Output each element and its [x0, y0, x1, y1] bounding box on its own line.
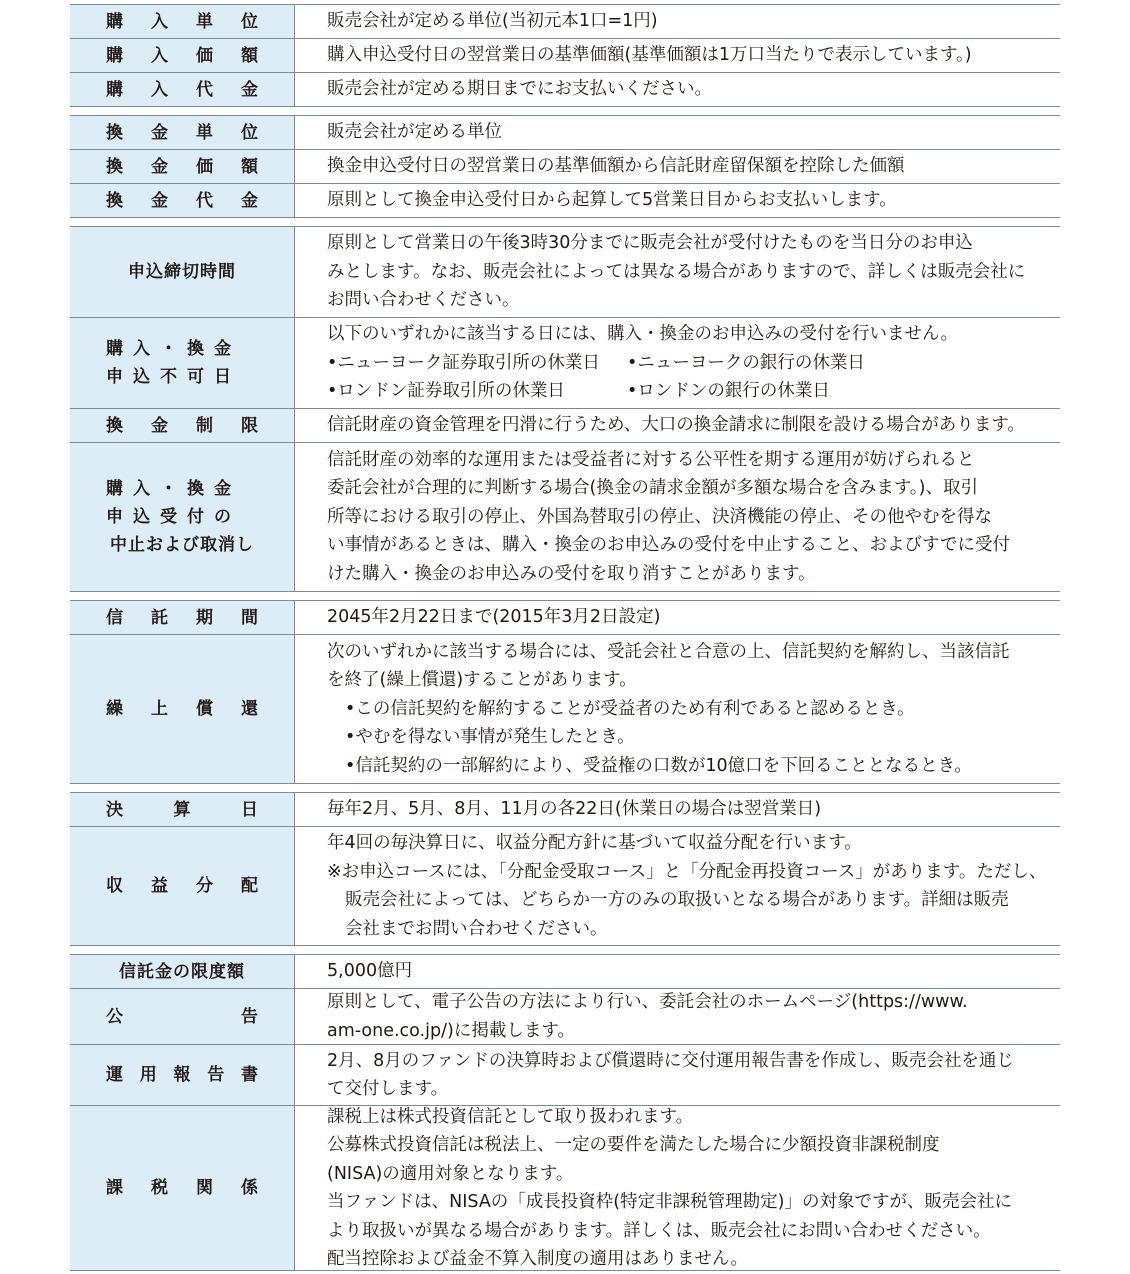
- row-value: [295, 601, 1060, 634]
- label-text: 購入・換金: [106, 339, 241, 359]
- value-line: am-one.co.jp/)に掲載します。: [327, 1020, 575, 1041]
- label-char: 代: [196, 79, 213, 100]
- value-line: 所等における取引の停止、外国為替取引の停止、決済機能の停止、その他やむを得な: [327, 506, 992, 527]
- bullet-line: •やむを得ない事情が発生したとき。: [345, 727, 635, 748]
- table-row: [70, 1044, 1060, 1105]
- table-row: [70, 149, 1060, 183]
- label-char: 価: [196, 45, 213, 66]
- row-label-lines: [106, 958, 258, 986]
- row-value: [295, 116, 1060, 149]
- label-char: 代: [196, 190, 213, 211]
- table-row: [70, 826, 1060, 945]
- label-text: 中止および取消し: [110, 535, 254, 555]
- row-label: [70, 1045, 295, 1105]
- label-char: 金: [151, 156, 168, 177]
- label-char: 申込締切時間: [128, 262, 236, 282]
- value-line: を終了(繰上償還)することがあります。: [327, 670, 637, 691]
- row-label-lines: [106, 872, 258, 900]
- label-char: 運: [106, 1065, 123, 1085]
- label-char: 配: [241, 876, 258, 896]
- label-text: 申込受付の: [106, 507, 241, 527]
- row-value: [295, 39, 1060, 72]
- label-char: 位: [241, 122, 258, 143]
- value-line: 課税上は株式投資信託として取り扱われます。: [327, 1106, 694, 1127]
- label-line: [106, 363, 258, 391]
- row-label: [70, 5, 295, 38]
- value-line: 年4回の毎決算日に、収益分配方針に基づいて収益分配を行います。: [327, 833, 862, 853]
- label-char: 信託金の限度額: [119, 961, 245, 982]
- label-line: [106, 42, 258, 70]
- section-group: [70, 115, 1060, 218]
- table-row: [70, 601, 1060, 634]
- label-char: 購: [106, 11, 123, 32]
- table-row: [70, 955, 1060, 988]
- row-value: [295, 184, 1060, 217]
- row-value: [295, 793, 1060, 826]
- table-row: [70, 116, 1060, 149]
- label-char: 金: [241, 79, 258, 100]
- label-line: [106, 604, 258, 632]
- row-label: [70, 409, 295, 442]
- row-value: [295, 443, 1060, 591]
- table-row: [70, 317, 1060, 408]
- row-label: [70, 635, 295, 783]
- label-line: [106, 796, 258, 824]
- label-char: 算: [173, 799, 191, 820]
- label-char: 告: [241, 1006, 258, 1027]
- label-char: 益: [151, 876, 168, 896]
- table-row: [70, 227, 1060, 317]
- label-char: 換: [106, 190, 123, 211]
- label-char: 税: [151, 1178, 168, 1198]
- label-char: 上: [151, 699, 168, 719]
- table-row: [70, 408, 1060, 442]
- row-label: [70, 955, 295, 988]
- label-line: [106, 412, 258, 440]
- label-char: 書: [241, 1065, 258, 1085]
- row-label: [70, 39, 295, 72]
- label-char: 託: [151, 607, 168, 628]
- row-label: [70, 227, 295, 317]
- row-value: [295, 150, 1060, 183]
- value-line: い事情があるときは、購入・換金のお申込みの受付を中止すること、およびすでに受付: [327, 535, 1011, 556]
- label-char: 換: [106, 122, 123, 143]
- label-line: [106, 119, 258, 147]
- label-char: 償: [196, 699, 213, 719]
- row-label: [70, 318, 295, 408]
- label-text: 購入・換金: [106, 479, 241, 499]
- label-char: 購: [106, 79, 123, 100]
- label-char: 限: [241, 415, 258, 436]
- label-char: 告: [207, 1065, 225, 1085]
- label-char: 課: [106, 1178, 123, 1198]
- label-char: 報: [173, 1065, 191, 1085]
- value-line: 原則として営業日の午後3時30分までに販売会社が受付けたものを当日分のお申込: [327, 233, 973, 254]
- label-char: 用: [139, 1065, 157, 1085]
- table-row: [70, 793, 1060, 826]
- row-label-lines: [106, 76, 258, 104]
- label-char: 制: [196, 415, 213, 436]
- table-row: [70, 72, 1060, 106]
- value-item: •ロンドンの銀行の休業日: [627, 381, 830, 402]
- bullet-line: •この信託契約を解約することが受益者のため有利であると認めるとき。: [345, 698, 915, 719]
- row-label: [70, 443, 295, 591]
- label-line: [106, 503, 258, 531]
- value-line: 公募株式投資信託は税法上、一定の要件を満たした場合に少額投資非課税制度: [327, 1135, 940, 1155]
- value-line: 2045年2月22日まで(2015年3月2日設定): [327, 607, 661, 628]
- value-line: みとします。なお、販売会社によっては異なる場合がありますので、詳しくは販売会社に: [327, 261, 1026, 282]
- label-char: 換: [106, 415, 123, 436]
- value-line: 購入申込受付日の翌営業日の基準価額(基準価額は1万口当たりで表示しています。): [327, 45, 972, 66]
- label-char: 単: [196, 11, 213, 32]
- label-char: 日: [241, 799, 258, 820]
- table-row: [70, 38, 1060, 72]
- value-line: 毎年2月、5月、8月、11月の各22日(休業日の場合は翌営業日): [327, 799, 822, 820]
- label-char: 入: [151, 11, 168, 32]
- row-value: [295, 827, 1060, 945]
- fund-terms-table: [70, 4, 1060, 1271]
- value-line: 原則として換金申込受付日から起算して5営業日目からお支払いします。: [327, 190, 897, 211]
- value-line: 信託財産の効率的な運用または受益者に対する公平性を期する運用が妨げられると: [327, 449, 975, 470]
- value-line: 当ファンドは、NISAの「成長投資枠(特定非課税管理勘定)」の対象ですが、販売会社に: [327, 1192, 1012, 1212]
- row-value: [295, 955, 1060, 988]
- row-label: [70, 827, 295, 945]
- label-line: [106, 153, 258, 181]
- section-group: [70, 954, 1060, 1271]
- value-line: 原則として、電子公告の方法により行い、委託会社のホームページ(https://www.: [327, 992, 968, 1012]
- row-label-lines: [106, 119, 258, 147]
- value-item: •ニューヨーク証券取引所の休業日: [327, 352, 600, 373]
- section-group: [70, 226, 1060, 592]
- row-value: [295, 989, 1060, 1044]
- table-row: [70, 988, 1060, 1044]
- label-char: 金: [151, 190, 168, 211]
- row-label-lines: [106, 42, 258, 70]
- label-char: 収: [106, 876, 123, 896]
- row-value: [295, 1106, 1060, 1270]
- label-line: [106, 475, 258, 503]
- row-label: [70, 601, 295, 634]
- value-item: •ニューヨークの銀行の休業日: [627, 352, 865, 373]
- section-group: [70, 600, 1060, 784]
- row-label: [70, 793, 295, 826]
- table-row: [70, 634, 1060, 783]
- value-line: けた購入・換金のお申込みの受付を取り消すことがあります。: [327, 563, 816, 584]
- row-value: [295, 318, 1060, 408]
- row-value: [295, 409, 1060, 442]
- value-line: 5,000億円: [327, 961, 413, 982]
- row-value: [295, 227, 1060, 317]
- label-line: [106, 872, 258, 900]
- section-group: [70, 792, 1060, 946]
- row-label-lines: [106, 475, 258, 559]
- value-line: お問い合わせください。: [327, 290, 520, 311]
- label-char: 単: [196, 122, 213, 143]
- label-char: 金: [241, 190, 258, 211]
- label-line: [106, 1061, 258, 1089]
- value-line: 配当控除および益金不算入制度の適用はありません。: [327, 1249, 749, 1269]
- label-char: 換: [106, 156, 123, 177]
- label-char: 購: [106, 45, 123, 66]
- label-char: 金: [151, 122, 168, 143]
- label-line: [106, 8, 258, 36]
- label-line: [106, 1003, 258, 1031]
- label-line: [106, 335, 258, 363]
- row-label-lines: [106, 412, 258, 440]
- table-row: [70, 442, 1060, 591]
- row-label-lines: [106, 796, 258, 824]
- label-char: 間: [241, 607, 258, 628]
- row-label-lines: [106, 8, 258, 36]
- label-text: 申込不可日: [106, 367, 241, 387]
- value-line: 委託会社が合理的に判断する場合(換金の請求金額が多額な場合を含みます。)、取引: [327, 478, 979, 499]
- bullet-line: •信託契約の一部解約により、受益権の口数が10億口を下回ることとなるとき。: [345, 755, 972, 776]
- label-char: 位: [241, 11, 258, 32]
- value-line: 販売会社が定める単位(当初元本1口=1円): [327, 11, 658, 32]
- label-char: 額: [241, 156, 258, 177]
- row-value: [295, 5, 1060, 38]
- row-label-lines: [106, 335, 258, 391]
- value-line: より取扱いが異なる場合があります。詳しくは、販売会社にお問い合わせください。: [327, 1220, 991, 1241]
- row-label-lines: [106, 1061, 258, 1089]
- value-line: て交付します。: [327, 1079, 449, 1099]
- value-line: 以下のいずれかに該当する日には、購入・換金のお申込みの受付を行いません。: [327, 324, 959, 345]
- label-line: [106, 1174, 258, 1202]
- table-row: [70, 1105, 1060, 1270]
- value-line: 2月、8月のファンドの決算時および償還時に交付運用報告書を作成し、販売会社を通じ: [327, 1050, 1014, 1071]
- row-label-lines: [106, 1174, 258, 1202]
- value-pair-line: [327, 377, 1060, 406]
- label-line: [106, 258, 258, 286]
- value-item: •ロンドン証券取引所の休業日: [327, 381, 565, 402]
- label-line: [106, 958, 258, 986]
- label-line: [106, 187, 258, 215]
- value-line: 信託財産の資金管理を円滑に行うため、大口の換金請求に制限を設ける場合があります。: [327, 415, 1025, 436]
- value-line: 販売会社が定める期日までにお支払いください。: [327, 79, 712, 100]
- label-char: 価: [196, 156, 213, 177]
- row-label-lines: [106, 1003, 258, 1031]
- value-pair-line: [327, 349, 1060, 378]
- value-line: 換金申込受付日の翌営業日の基準価額から信託財産留保額を控除した価額: [327, 156, 905, 177]
- label-char: 額: [241, 45, 258, 66]
- value-line: ※お申込コースには、「分配金受取コース」と「分配金再投資コース」があります。ただし、: [327, 861, 1047, 882]
- row-label-lines: [106, 258, 258, 286]
- row-label: [70, 989, 295, 1044]
- row-value: [295, 635, 1060, 783]
- value-line: (NISA)の適用対象となります。: [327, 1163, 574, 1184]
- indented-line: 会社までお問い合わせください。: [345, 918, 608, 939]
- label-line: [106, 531, 258, 559]
- row-value: [295, 1045, 1060, 1105]
- label-char: 分: [196, 876, 213, 896]
- label-char: 還: [241, 699, 258, 719]
- row-label: [70, 150, 295, 183]
- row-label-lines: [106, 695, 258, 723]
- value-line: 次のいずれかに該当する場合には、受託会社と合意の上、信託契約を解約し、当該信託: [327, 641, 1010, 662]
- label-char: 金: [151, 415, 168, 436]
- table-row: [70, 5, 1060, 38]
- label-line: [106, 76, 258, 104]
- label-char: 決: [106, 799, 123, 820]
- label-char: 入: [151, 79, 168, 100]
- row-label-lines: [106, 604, 258, 632]
- row-label: [70, 184, 295, 217]
- row-value: [295, 73, 1060, 106]
- section-group: [70, 4, 1060, 107]
- table-row: [70, 183, 1060, 217]
- label-char: 期: [196, 607, 213, 628]
- label-char: 信: [106, 607, 123, 628]
- label-line: [106, 695, 258, 723]
- row-label: [70, 73, 295, 106]
- label-char: 係: [241, 1178, 258, 1198]
- label-char: 関: [196, 1178, 213, 1198]
- value-line: 販売会社が定める単位: [327, 122, 502, 143]
- label-char: 入: [151, 45, 168, 66]
- label-char: 公: [106, 1006, 123, 1027]
- row-label-lines: [106, 153, 258, 181]
- row-label: [70, 1106, 295, 1270]
- row-label-lines: [106, 187, 258, 215]
- label-char: 繰: [106, 699, 123, 719]
- indented-line: 販売会社によっては、どちらか一方のみの取扱いとなる場合があります。詳細は販売: [345, 890, 1009, 910]
- row-label: [70, 116, 295, 149]
